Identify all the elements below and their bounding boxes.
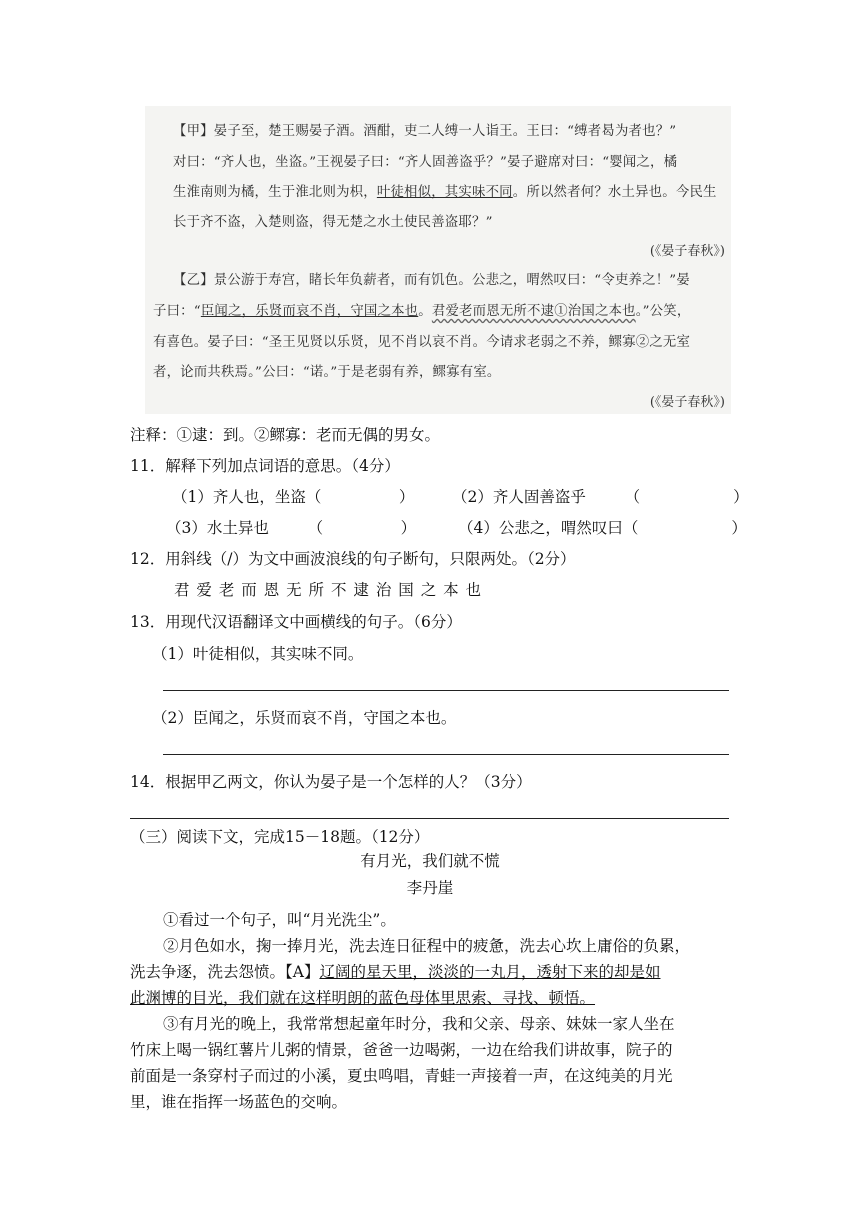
answer-line-1[interactable]	[163, 690, 729, 691]
underlined-passage-a: 辽阔的星天里，淡淡的一丸月，透射下来的却是如	[319, 963, 661, 981]
q11-item-2: （2）齐人固善盗乎 （ ）	[452, 488, 749, 506]
q12-sentence: 君 爱 老 而 恩 无 所 不 逮 治 国 之 本 也	[174, 581, 483, 599]
jia-line-3-rest: 。所以然者何？水土异也。今民生	[512, 185, 717, 200]
yi-wavy-sentence: 君爱老而恩无所不逮①治国之本也	[431, 304, 636, 319]
jia-line-4: 长于齐不盗，入楚则盗，得无楚之水土使民善盗耶？”	[173, 215, 493, 230]
jia-underlined-sentence: 叶徒相似，其实味不同	[376, 185, 513, 200]
yi-line-2-rest: 。”公笑，	[635, 304, 691, 319]
paragraph-2-line-1: ②月色如水，掬一捧月光，洗去连日征程中的疲惫，洗去心坎上庸俗的负累，	[163, 937, 691, 955]
answer-line-3[interactable]	[130, 818, 729, 819]
yi-line-3: 有喜色。晏子曰：“圣王见贤以乐贤，见不肖以哀不肖。今请求老弱之不养，鳏寡②之无室	[153, 335, 691, 350]
jia-line-2: 对曰：“齐人也，坐盗。”王视晏子曰：“齐人固善盗乎？”晏子避席对曰：“婴闻之，橘	[173, 155, 678, 170]
paragraph-3-line-1: ③有月光的晚上，我常常想起童年时分，我和父亲、母亲、妹妹一家人坐在	[163, 1015, 675, 1033]
marker-a: 【A】	[285, 963, 320, 981]
paragraph-3-line-4: 里，谁在指挥一场蓝色的交响。	[130, 1093, 348, 1111]
annotation-note: 注释：①逮：到。②鳏寡：老而无偶的男女。	[130, 426, 441, 444]
article-author: 李丹崖	[406, 879, 454, 897]
yi-source: (《晏子春秋》)	[649, 395, 725, 410]
q11-item-3: （3）水土异也 （ ）	[166, 519, 417, 537]
q11-item-1: （1）齐人也，坐盗（ ）	[172, 488, 415, 506]
q13-sentence-2: （2）臣闻之，乐贤而哀不肖，守国之本也。	[152, 709, 457, 727]
paragraph-2-line-2	[130, 960, 660, 982]
q12-title: 12．用斜线（/）为文中画波浪线的句子断句，只限两处。（2分）	[130, 550, 576, 568]
yi-line-4: 者，论而共秩焉。”公曰：“诺。”于是老弱有养，鳏寡有室。	[153, 365, 501, 380]
q13-title: 13．用现代汉语翻译文中画横线的句子。（6分）	[130, 613, 462, 631]
paragraph-2-line-3: 此渊博的目光，我们就在这样明朗的蓝色母体里思索、寻找、顿悟。	[130, 989, 596, 1007]
scanned-passage-image	[145, 106, 731, 414]
q11-title: 11．解释下列加点词语的意思。（4分）	[130, 457, 400, 475]
answer-line-2[interactable]	[163, 754, 729, 755]
yi-line-2	[153, 300, 690, 319]
jia-line-3	[173, 181, 717, 200]
jia-source: (《晏子春秋》)	[649, 244, 725, 259]
jia-line-3-text: 生淮南则为橘，生于淮北则为枳，	[173, 185, 377, 200]
yi-underlined-sentence: 臣闻之，乐贤而哀不肖，守国之本也	[200, 304, 419, 319]
q13-sentence-1: （1）叶徒相似，其实味不同。	[152, 645, 364, 663]
paragraph-3-line-2: 竹床上喝一锅红薯片儿粥的情景，爸爸一边喝粥，一边在给我们讲故事，院子的	[130, 1041, 673, 1059]
q11-item-4: （4）公悲之，喟然叹曰（ ）	[458, 519, 747, 537]
paragraph-1: ①看过一个句子，叫“月光洗尘”。	[163, 911, 396, 929]
section-heading: （三）阅读下文，完成15－18题。（12分）	[130, 828, 430, 846]
yi-line-2-text: 子曰：“	[153, 304, 201, 319]
jia-line-1: 【甲】晏子至，楚王赐晏子酒。酒酣，吏二人缚一人诣王。王曰：“缚者曷为者也？”	[173, 124, 677, 139]
article-title: 有月光，我们就不慌	[360, 852, 500, 870]
yi-line-1: 【乙】景公游于寿宫，睹长年负薪者，而有饥色。公悲之，喟然叹曰：“令吏养之！”晏	[173, 273, 690, 288]
paragraph-3-line-3: 前面是一条穿村子而过的小溪，夏虫鸣唱，青蛙一声接着一声，在这纯美的月光	[130, 1067, 673, 1085]
yi-punct: 。	[418, 304, 432, 319]
q14-title: 14．根据甲乙两文，你认为晏子是一个怎样的人？（3分）	[130, 773, 532, 791]
paragraph-2-text: 洗去争逐，洗去怨愤。	[130, 963, 286, 981]
